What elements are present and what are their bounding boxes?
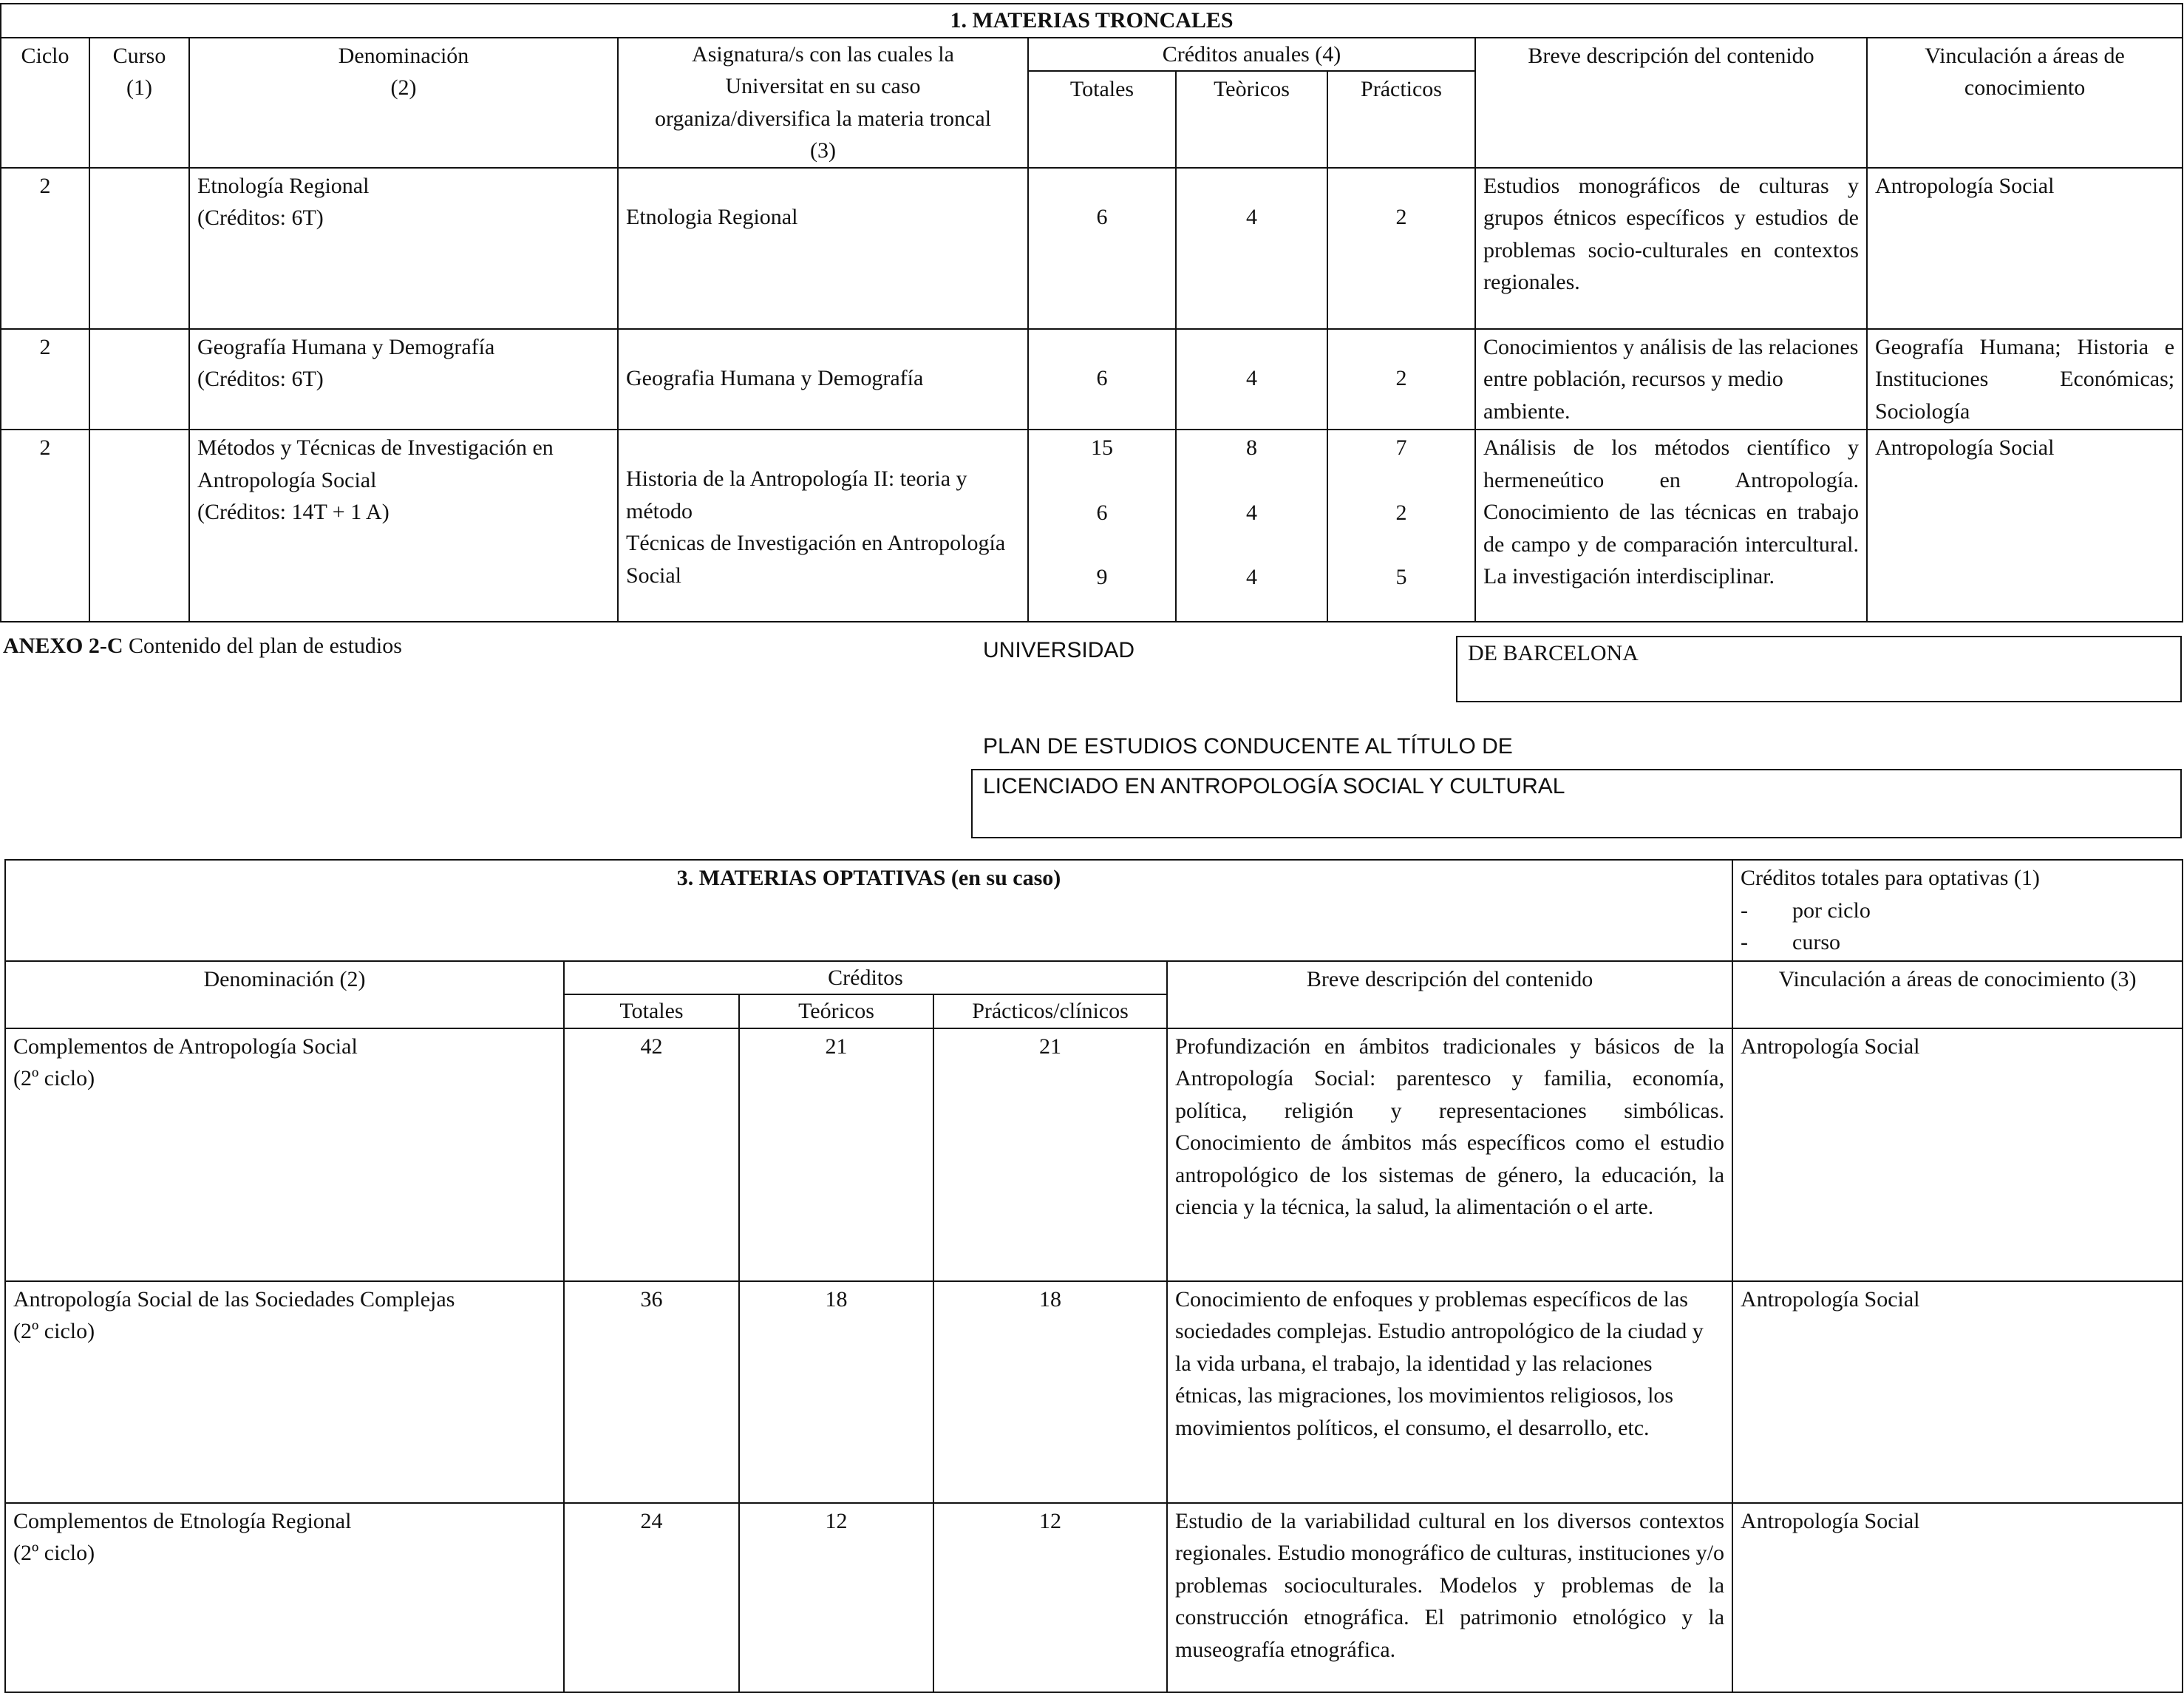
table-row [1, 430, 2183, 622]
cell-denominacion: Geografía Humana y Demografía (Créditos: 6T) [189, 329, 618, 430]
cell-totales: 36 [564, 1281, 739, 1503]
cell-totales: 15 6 9 [1028, 430, 1176, 622]
cell-descripcion: Profundización en ámbitos tradicionales y básicos de la Antropología Social: parentesco y familia, economía, política, religión y representaciones simbólicas. Conocimiento de ámbitos más específicos como el estudio antropológico de los sistemas de género, la educación, la ciencia y la técnica, la salud, la alimentación o el arte. [1167, 1028, 1732, 1281]
titulo-value: LICENCIADO EN ANTROPOLOGÍA SOCIAL Y CULTURAL [983, 774, 1565, 798]
cell-asignatura: Etnologia Regional [618, 168, 1028, 329]
cell-totales: 6 [1028, 168, 1176, 329]
cell-descripcion: Análisis de los métodos científico y hermeneútico en Antropología. Conocimiento de las técnicas en trabajo de campo y de comparación intercultural. La investigación interdisciplinar. [1475, 430, 1867, 622]
plan-label: PLAN DE ESTUDIOS CONDUCENTE AL TÍTULO DE [983, 734, 1513, 759]
cell-teoricos: 8 4 4 [1176, 430, 1327, 622]
cell-teoricos: 12 [739, 1503, 933, 1692]
header-denominacion: Denominación (2) [5, 961, 564, 1028]
header-vinculacion: Vinculación a áreas de conocimiento (3) [1732, 961, 2183, 1028]
cell-denominacion: Complementos de Antropología Social (2º ciclo) [5, 1028, 564, 1281]
cell-practicos: 21 [933, 1028, 1167, 1281]
header-ciclo: Ciclo [1, 38, 89, 168]
table-row [1, 329, 2183, 430]
header-totales: Totales [1028, 71, 1176, 167]
header-practicos: Prácticos/clínicos [933, 994, 1167, 1028]
cell-descripcion: Conocimiento de enfoques y problemas específicos de las sociedades complejas. Estudio antropológico de la ciudad y la vida urbana, el trabajo, la identidad y las relaciones étnicas, las migraciones, los movimientos religiosos, los movimientos políticos, el consumo, el desarrollo, etc. [1167, 1281, 1732, 1503]
header-creditos-anuales: Créditos anuales (4) [1028, 38, 1475, 72]
cell-descripcion: Estudio de la variabilidad cultural en los diversos contextos regionales. Estudio monográfico de culturas, instituciones y/o problemas socioculturales. Modelos y problemas de la construcción etnográfica. El patrimonio etnológico y la museografía etnográfica. [1167, 1503, 1732, 1692]
cell-totales: 24 [564, 1503, 739, 1692]
cell-denominacion: Antropología Social de las Sociedades Complejas (2º ciclo) [5, 1281, 564, 1503]
troncales-title: 1. MATERIAS TRONCALES [1, 4, 2183, 38]
cell-ciclo: 2 [1, 168, 89, 329]
cell-ciclo: 2 [1, 430, 89, 622]
cell-teoricos: 18 [739, 1281, 933, 1503]
table-row [1, 168, 2183, 329]
creditos-totales-optativas: Créditos totales para optativas (1) - por ciclo - curso [1732, 860, 2183, 961]
cell-denominacion: Métodos y Técnicas de Investigación en Antropología Social (Créditos: 14T + 1 A) [189, 430, 618, 622]
universidad-label: UNIVERSIDAD [983, 638, 1135, 662]
cell-descripcion: Estudios monográficos de culturas y grupos étnicos específicos y estudios de problemas socio-culturales en contextos regionales. [1475, 168, 1867, 329]
cell-practicos: 2 [1327, 168, 1475, 329]
universidad-value-box [1456, 636, 2182, 702]
header-denominacion: Denominación (2) [189, 38, 618, 168]
cell-totales: 6 [1028, 329, 1176, 430]
cell-curso [89, 430, 189, 622]
table-row [5, 1028, 2183, 1281]
header-vinculacion: Vinculación a áreas de conocimiento [1867, 38, 2183, 168]
header-creditos: Créditos [564, 961, 1167, 995]
cell-practicos: 2 [1327, 329, 1475, 430]
header-totales: Totales [564, 994, 739, 1028]
universidad-value: DE BARCELONA [1468, 641, 1639, 665]
cell-vinculacion: Geografía Humana; Historia e Instituciones Económicas; Sociología [1867, 329, 2183, 430]
cell-vinculacion: Antropología Social [1732, 1281, 2183, 1503]
cell-vinculacion: Antropología Social [1867, 168, 2183, 329]
header-descripcion: Breve descripción del contenido [1475, 38, 1867, 168]
cell-teoricos: 4 [1176, 329, 1327, 430]
cell-vinculacion: Antropología Social [1732, 1028, 2183, 1281]
cell-curso [89, 329, 189, 430]
header-teoricos: Teòricos [1176, 71, 1327, 167]
optativas-title: 3. MATERIAS OPTATIVAS (en su caso) [5, 860, 1732, 961]
table-row [5, 1281, 2183, 1503]
cell-asignatura: Geografia Humana y Demografía [618, 329, 1028, 430]
cell-practicos: 7 2 5 [1327, 430, 1475, 622]
cell-denominacion: Complementos de Etnología Regional (2º ciclo) [5, 1503, 564, 1692]
cell-teoricos: 21 [739, 1028, 933, 1281]
cell-teoricos: 4 [1176, 168, 1327, 329]
cell-totales: 42 [564, 1028, 739, 1281]
header-curso: Curso (1) [89, 38, 189, 168]
optativas-table [4, 859, 2183, 1693]
cell-descripcion: Conocimientos y análisis de las relaciones entre población, recursos y medio ambiente. [1475, 329, 1867, 430]
titulo-value-box [971, 769, 2182, 838]
cell-asignatura: Historia de la Antropología II: teoria y método Técnicas de Investigación en Antropología Social [618, 430, 1028, 622]
cell-practicos: 18 [933, 1281, 1167, 1503]
cell-denominacion: Etnología Regional (Créditos: 6T) [189, 168, 618, 329]
cell-vinculacion: Antropología Social [1867, 430, 2183, 622]
header-practicos: Prácticos [1327, 71, 1475, 167]
header-teoricos: Teóricos [739, 994, 933, 1028]
table-row [5, 1503, 2183, 1692]
cell-ciclo: 2 [1, 329, 89, 430]
header-asignaturas: Asignatura/s con las cuales la Universitat en su caso organiza/diversifica la materia troncal (3) [618, 38, 1028, 168]
troncales-table [0, 3, 2183, 622]
anexo-label: ANEXO 2-C Contenido del plan de estudios [3, 634, 402, 658]
cell-curso [89, 168, 189, 329]
header-descripcion: Breve descripción del contenido [1167, 961, 1732, 1028]
cell-vinculacion: Antropología Social [1732, 1503, 2183, 1692]
cell-practicos: 12 [933, 1503, 1167, 1692]
